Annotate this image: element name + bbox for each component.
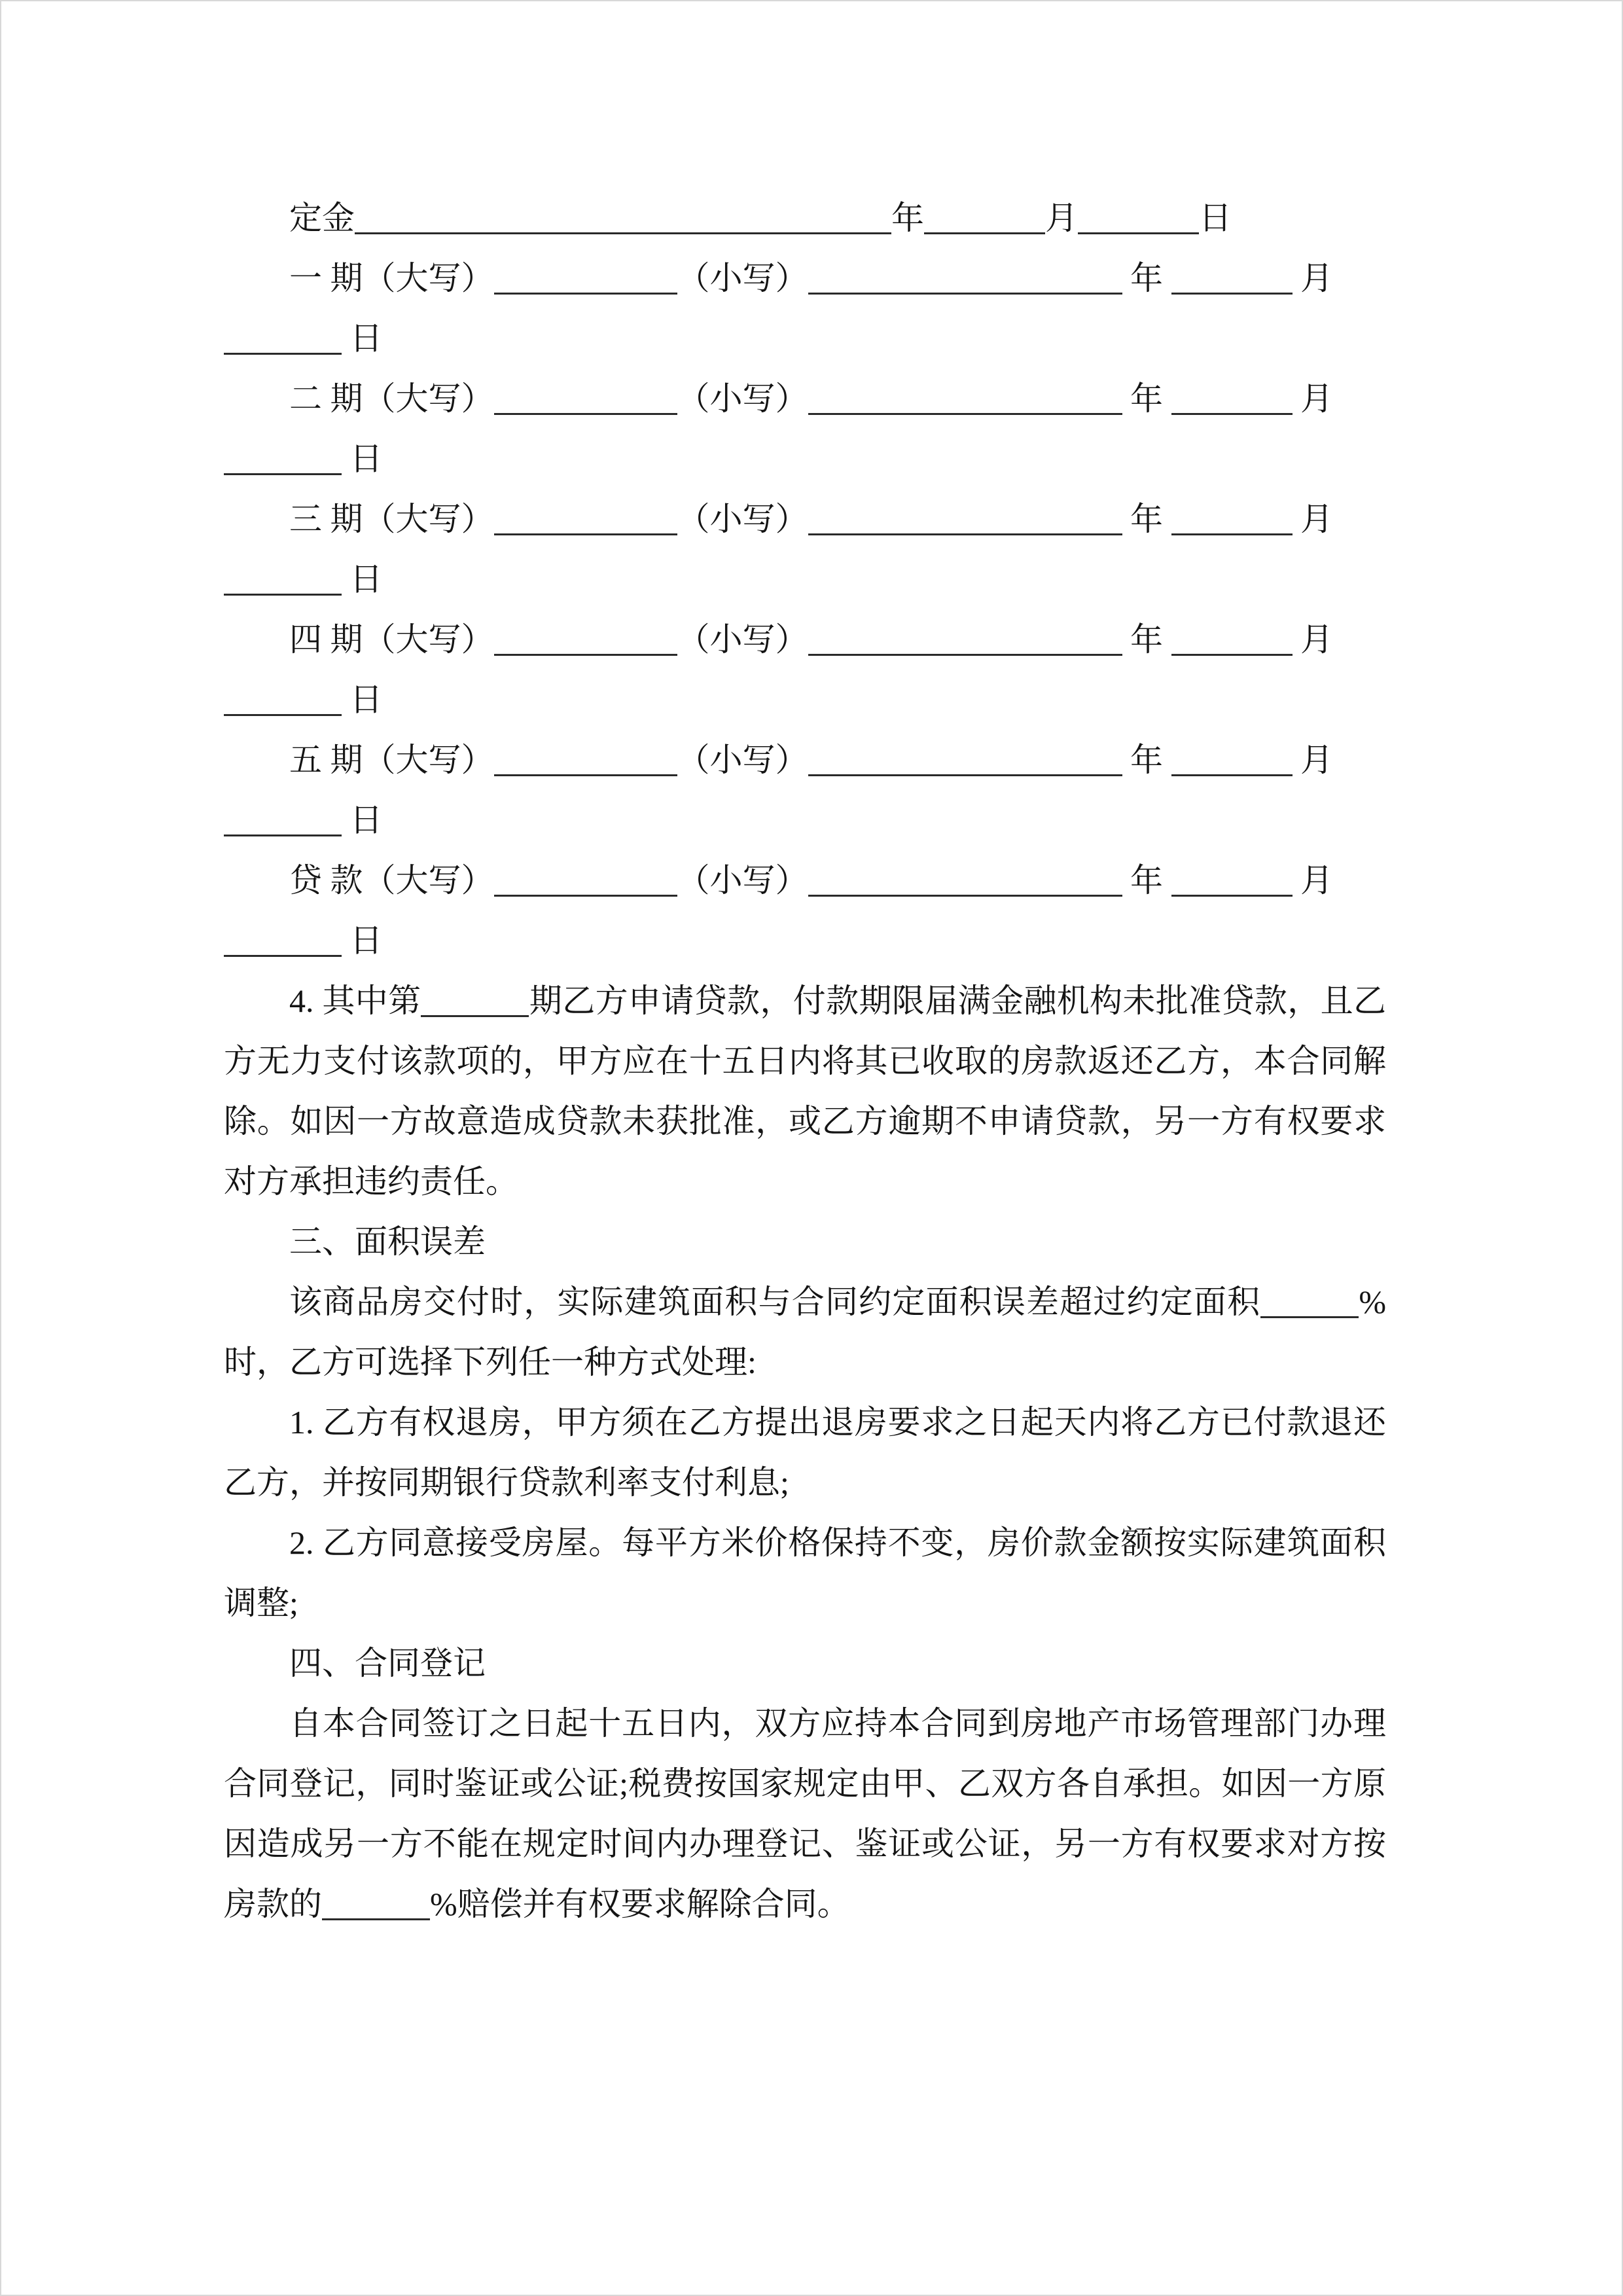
text-run: 年 (891, 200, 924, 236)
blank-field (1260, 1307, 1359, 1318)
option-1-paragraph (224, 1392, 1386, 1513)
blank-field (1171, 524, 1293, 535)
text-run: %赔偿并有权要求解除合同。 (430, 1886, 850, 1922)
blank-field (494, 765, 677, 776)
text-run: 月 (1292, 501, 1333, 537)
text-run: 年 (1122, 501, 1171, 537)
blank-field (808, 765, 1122, 776)
blank-field (494, 645, 677, 656)
text-run: 该商品房交付时，实际建筑面积与合同约定面积误差超过约定面积 (289, 1283, 1261, 1320)
text-run: 年 (1122, 260, 1171, 296)
text-run: 贷 款（大写） (289, 862, 494, 899)
blank-field (322, 1909, 430, 1920)
text-run: （小写） (677, 862, 808, 899)
text-run: 二 期（大写） (289, 380, 494, 417)
blank-field (1078, 223, 1199, 234)
clause-4-paragraph (224, 971, 1386, 1211)
blank-field (224, 825, 342, 836)
text-run: 月 (1292, 260, 1333, 296)
blank-field (1171, 283, 1293, 295)
blank-field (224, 464, 342, 475)
text-run: 一 期（大写） (289, 260, 494, 296)
blank-field (494, 283, 677, 295)
blank-field (1171, 886, 1293, 897)
blank-field (224, 946, 342, 957)
text-run: 自本合同签订之日起十五日内，双方应持本合同到房地产市场管理部门办理合同登记，同时鉴证或公证;税费按国家规定由甲、乙双方各自承担。如因一方原因造成另一方不能在规定时间内办理登记、鉴证或公证，另一方有权要求对方按房款的 (224, 1705, 1386, 1922)
text-run: 三、面积误差 (289, 1223, 486, 1260)
blank-field (494, 524, 677, 535)
text-run: 日 (342, 802, 383, 838)
text-run: 四 期（大写） (289, 621, 494, 658)
loan-continuation (224, 910, 1386, 971)
text-run: 月 (1292, 742, 1333, 778)
blank-field (494, 404, 677, 415)
blank-field (808, 283, 1122, 295)
blank-field (924, 223, 1045, 234)
text-run: 三 期（大写） (289, 501, 494, 537)
text-run: 1. 乙方有权退房，甲方须在乙方提出退房要求之日起天内将乙方已付款退还乙方，并按同期银行贷款利率支付利息; (224, 1404, 1386, 1501)
blank-field (808, 524, 1122, 535)
installment-1-continuation (224, 308, 1386, 368)
text-run: 定金 (289, 200, 355, 236)
blank-field (224, 344, 342, 355)
blank-field (224, 584, 342, 596)
text-run: 日 (342, 681, 383, 718)
option-2-paragraph (224, 1513, 1386, 1633)
document-body (1, 1, 1622, 1934)
blank-field (224, 705, 342, 716)
section-3-heading (224, 1211, 1386, 1272)
installment-5-line (224, 730, 1386, 790)
text-run: 年 (1122, 621, 1171, 658)
text-run: 日 (342, 320, 383, 357)
installment-1-line (224, 248, 1386, 308)
registration-paragraph (224, 1693, 1386, 1934)
text-run: 期乙方申请贷款，付款期限届满金融机构未批准贷款，且乙方无力支付该款项的，甲方应在十五日内将其已收取的房款返还乙方，本合同解除。如因一方故意造成贷款未获批准，或乙方逾期不申请贷款，另一方有权要求对方承担违约责任。 (224, 982, 1387, 1200)
text-run: 五 期（大写） (289, 742, 494, 778)
text-run: 2. 乙方同意接受房屋。每平方米价格保持不变，房价款金额按实际建筑面积调整; (224, 1524, 1386, 1621)
text-run: 年 (1122, 862, 1171, 899)
blank-field (1171, 404, 1293, 415)
text-run: 月 (1292, 621, 1333, 658)
installment-4-continuation (224, 670, 1386, 730)
text-run: 日 (342, 561, 383, 598)
text-run: 日 (342, 922, 383, 959)
text-run: 月 (1292, 862, 1333, 899)
installment-3-continuation (224, 549, 1386, 609)
text-run: （小写） (677, 501, 808, 537)
blank-field (808, 645, 1122, 656)
deposit-line (224, 188, 1386, 248)
loan-line (224, 850, 1386, 910)
text-run: 年 (1122, 742, 1171, 778)
text-run: 月 (1292, 380, 1333, 417)
installment-2-continuation (224, 429, 1386, 489)
text-run: %时，乙方可选择下列任一种方式处理: (224, 1283, 1386, 1380)
blank-field (421, 1006, 529, 1017)
text-run: 日 (1199, 200, 1232, 236)
text-run: 月 (1045, 200, 1078, 236)
text-run: （小写） (677, 742, 808, 778)
blank-field (1171, 645, 1293, 656)
blank-field (355, 223, 891, 234)
installment-5-continuation (224, 790, 1386, 850)
installment-3-line (224, 489, 1386, 549)
text-run: 4. 其中第 (289, 982, 421, 1019)
text-run: 年 (1122, 380, 1171, 417)
text-run: （小写） (677, 380, 808, 417)
area-error-paragraph (224, 1272, 1386, 1392)
text-run: （小写） (677, 621, 808, 658)
blank-field (494, 886, 677, 897)
blank-field (808, 886, 1122, 897)
text-run: （小写） (677, 260, 808, 296)
text-run: 日 (342, 440, 383, 477)
installment-2-line (224, 368, 1386, 429)
blank-field (1171, 765, 1293, 776)
text-run: 四、合同登记 (289, 1645, 486, 1681)
section-4-heading (224, 1633, 1386, 1693)
blank-field (808, 404, 1122, 415)
installment-4-line (224, 609, 1386, 670)
